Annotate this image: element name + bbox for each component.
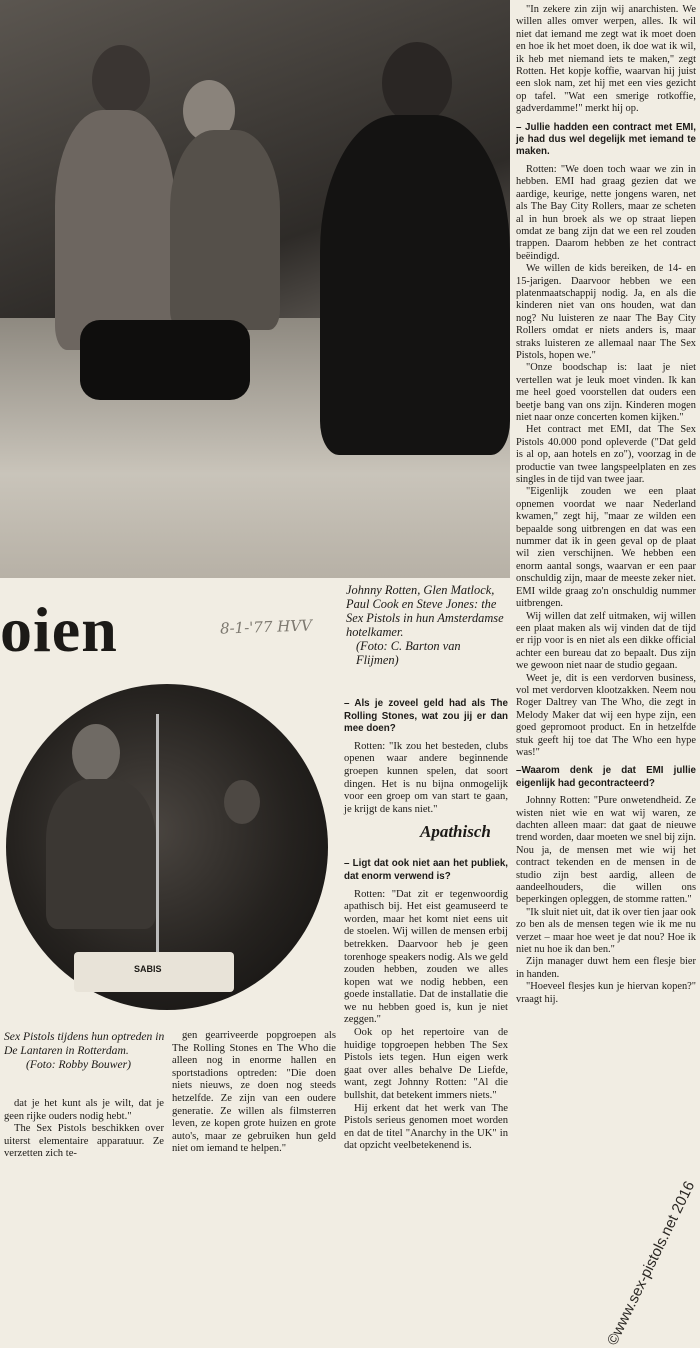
paragraph: "Eigenlijk zouden we een plaat opnemen voordat we naar Nederland kwamen," zegt hij, "maar ze wilden een bepaalde song uitbrengen en dat was een nummer dat ik in geen geval op de plaat wil zien verschijnen. We hebben een enorm aantal songs, waarvan er een paar onschuldig zijn, maar de meeste zeker niet. EMI wilde graag zo'n onschuldig nummer uitbrengen. — [516, 486, 696, 610]
top-photo-caption — [346, 583, 506, 667]
band-member-3 — [382, 42, 452, 124]
band-member-2-body — [170, 130, 280, 330]
paragraph: Ook op het repertoire van de huidige topgroepen hebben The Sex Pistols iets tegen. Hun eigen werk gaat over alles behalve De Liefde, want, zegt Johnny Rotten: "Al die bullshit, dat betekent immers niets." — [344, 1027, 508, 1102]
top-photo-caption-credit: (Foto: C. Barton van Flijmen) — [356, 639, 461, 667]
paragraph: "In zekere zin zijn wij anarchisten. We willen alles omver werpen, alles. Ik wil niet dat iemand me zegt wat ik moet doen en hoe ik het moet doen, ik doe wat ik wil, ik heb met niemand iets te maken," zegt Rotten. Het kopje koffie, waarvan hij juist een slok nam, zet hij met een vies gezicht op tafel. "Wat een smerige rotkoffie, gadverdamme!" merkt hij op. — [516, 4, 696, 115]
interview-question: – Ligt dat ook niet aan het publiek, dat enorm verwend is? — [344, 858, 508, 882]
paragraph: Johnny Rotten: "Pure onwetendheid. Ze wisten niet wie en wat wij waren, ze dachten alleen maar: dat gaat de nieuwe trend worden, daar moeten we snel bij zijn. Nou ja, de mensen met wie wij het contract tekenden en de mensen in de studio zijn best aardig, alleen de aandeelhouders, die willen ons beperkingen opleggen, de stomme ratten." — [516, 795, 696, 906]
microphone-stand — [156, 714, 159, 964]
paragraph: Hij erkent dat het werk van The Pistols serieus genomen moet worden en dat de titel "Anarchy in the UK" in dat opzicht veelbetekenend is. — [344, 1102, 508, 1152]
interview-question: – Jullie hadden een contract met EMI, je had dus wel degelijk met iemand te maken. — [516, 121, 696, 158]
paragraph: "Ik sluit niet uit, dat ik over tien jaar ook zo ben als de mensen tegen wie ik me nu verzet – maar hoe weet je dat nou? Hoe ik niet nu hoe ik dan ben." — [516, 906, 696, 956]
paragraph: Rotten: "We doen toch waar we zin in hebben. EMI had graag gezien dat we aardige, keurige, nette jongens waren, net als The Bay City Rollers, maar ze scheten al in hun broek als we op straat liepen omdat ze bang zijn dat we een rel zouden trappen. Daarom hebben ze het contract beëindigd. — [516, 163, 696, 262]
date-annotation: 8-1-'77 HVV — [219, 616, 313, 638]
singer-body — [46, 779, 156, 929]
article-headline: oien — [0, 594, 118, 665]
bottom-left-column — [4, 1098, 164, 1161]
drummer — [224, 780, 260, 824]
band-member-1-body — [55, 110, 175, 350]
stage-sign-text: SABIS — [134, 964, 162, 974]
paragraph: Wij willen dat zelf uitmaken, wij willen een plaat maken als wij vinden dat de tijd er rijp voor is en niet als een dikke official achter een bureau dat zo bepaalt. Dus zijn we gewoon niet naar de studio gegaan. — [516, 610, 696, 672]
paragraph: Rotten: "Ik zou het besteden, clubs openen waar andere beginnende groepen kunnen spelen, dat soort dingen. Het is nu bijna onmogelijk voor een groep om van start te gaan, je krijgt de kans niet." — [344, 740, 508, 815]
paragraph: Het contract met EMI, dat The Sex Pistols 40.000 pond opleverde ("Dat geld is al op, aan hotels en zo"), voorzag in de productie van twee langspeelplaten en zes singles in de tijd van twee jaar. — [516, 424, 696, 486]
concert-photo — [6, 684, 328, 1010]
hotel-room-photo — [0, 0, 510, 578]
site-watermark: ©www.sex-pistols.net 2016 — [603, 1178, 698, 1348]
top-photo-caption-text: Johnny Rotten, Glen Matlock, Paul Cook en Steve Jones: the Sex Pistols in hun Amsterdamse hotelkamer. — [346, 583, 504, 639]
singer — [72, 724, 120, 782]
bottom-middle-column — [172, 1030, 336, 1156]
middle-column — [344, 692, 508, 1153]
stage-sign — [74, 952, 234, 992]
paragraph: "Onze boodschap is: laat je niet vertellen wat je leuk moet vinden. Ik kan me heel goed voorstellen dat ouders een beetje bang van ons zijn. Kinderen mogen niet naar onze concerten komen kijken." — [516, 362, 696, 423]
interview-question: – Als je zoveel geld had als The Rolling Stones, wat zou jij er dan mee doen? — [344, 698, 508, 735]
band-member-1 — [92, 45, 150, 115]
paragraph: Weet je, dit is een verdorven business, vol met verdorven klootzakken. Neem nou Roger Daltrey van The Who, die zegt in Melody Maker dat wij een hype zijn, een goed gepromoot product. En in hetzelfde stuk geeft hij toe dat The Who een hype was!" — [516, 672, 696, 758]
bottom-photo-caption — [4, 1030, 166, 1072]
boots — [80, 320, 250, 400]
apathisch-subhead: Apathisch — [420, 822, 491, 841]
bottom-photo-caption-text: Sex Pistols tijdens hun optreden in De Lantaren in Rotterdam. — [4, 1030, 165, 1057]
paragraph: Zijn manager duwt hem een flesje bier in handen. — [516, 956, 696, 980]
paragraph: gen gearriveerde popgroepen als The Rolling Stones en The Who die alleen nog in enorme hallen en sportstadions optreden: "Die doen niets nieuws, ze doen nog steeds hetzelfde. Ze zijn van een oudere generatie. Ze willen als filmsterren leven, ze kopen grote huizen en grote auto's, maar ze gebruiken hun geld niet om iemand te helpen." — [172, 1030, 336, 1155]
paragraph: We willen de kids bereiken, de 14- en 15-jarigen. Daarvoor hebben we een platenmaatschappij nodig. Ja, en als die kinderen niet van ons houden, wat dan nog? Nu luisteren ze naar The Bay City Rollers omdat er niets anders is, maar straks luisteren ze allemaal naar The Sex Pistols, hopen we." — [516, 263, 696, 361]
interview-question: –Waarom denk je dat EMI jullie eigenlijk had gecontracteerd? — [516, 765, 696, 789]
paragraph: "Hoeveel flesjes kun je hiervan kopen?" vraagt hij. — [516, 981, 696, 1005]
paragraph: dat je het kunt als je wilt, dat je geen rijke ouders nodig hebt." — [4, 1098, 164, 1122]
bottom-photo-caption-credit: (Foto: Robby Bouwer) — [26, 1058, 131, 1071]
paragraph: Rotten: "Dat zit er tegenwoordig apathisch bij. Het eist geamuseerd te worden, maar het komt niet eens uit de stoelen. Wij willen de mensen erbij betrekken. Daarvoor heb je geen torenhoge speakers nodig. Als we geld zouden hebben, zouden we alles kopen wat we nodig hebben, een goede installatie. Dat de installatie die we nu hebben goed is, kun je niet zeggen." — [344, 888, 508, 1026]
paragraph: The Sex Pistols beschikken over uiterst elementaire apparatuur. Ze verzetten zich te- — [4, 1123, 164, 1160]
right-column — [516, 4, 696, 1006]
band-member-3-body — [320, 115, 510, 455]
